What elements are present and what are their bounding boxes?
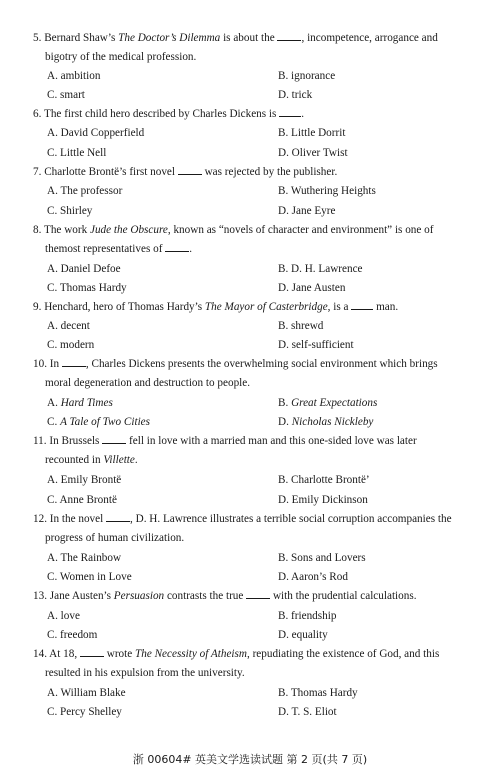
- answer-blank: [351, 298, 373, 310]
- answer-blank: [102, 432, 126, 444]
- question-stem-continued: resulted in his expulsion from the university.: [45, 667, 245, 679]
- question-stem-continued: moral degeneration and destruction to people.: [45, 377, 251, 389]
- options-row: [47, 279, 487, 298]
- option-a: A. William Blake: [47, 687, 126, 699]
- option-b: B. friendship: [278, 610, 337, 622]
- question-stem-continued: bigotry of the medical profession.: [45, 51, 197, 63]
- option-a: A. Hard Times: [47, 397, 113, 409]
- options-row: [47, 684, 487, 703]
- option-b: B. Thomas Hardy: [278, 687, 358, 699]
- option-a: A. The Rainbow: [47, 552, 122, 564]
- options-row: [47, 626, 487, 645]
- answer-blank: [279, 105, 301, 117]
- question-stem: 12. In the novel , D. H. Lawrence illustrates a terrible social corruption accompanies the: [33, 510, 485, 529]
- options-row: [47, 317, 487, 336]
- options-row: [47, 413, 487, 432]
- answer-blank: [62, 355, 86, 367]
- option-a: A. love: [47, 610, 80, 622]
- option-c: C. modern: [47, 339, 95, 351]
- answer-blank: [165, 240, 189, 252]
- option-a: A. Emily Brontë: [47, 474, 122, 486]
- option-d: D. self-sufficient: [278, 339, 354, 351]
- question-stem: 11. In Brussels fell in love with a married man and this one-sided love was later: [33, 432, 485, 451]
- option-d: D. Jane Austen: [278, 282, 346, 294]
- option-b: B. Great Expectations: [278, 397, 378, 409]
- options-row: [47, 568, 487, 587]
- option-c: C. Percy Shelley: [47, 706, 122, 718]
- question-14: [33, 645, 485, 683]
- question-10: [33, 355, 485, 393]
- question-stem-continued: progress of human civilization.: [45, 532, 185, 544]
- option-d: D. Emily Dickinson: [278, 494, 368, 506]
- option-a: A. Daniel Defoe: [47, 263, 121, 275]
- options-row: [47, 394, 487, 413]
- option-b: B. Wuthering Heights: [278, 185, 376, 197]
- options-row: [47, 607, 487, 626]
- option-d: D. Aaron’s Rod: [278, 571, 348, 583]
- question-9: [33, 298, 485, 317]
- question-stem: 13. Jane Austen’s Persuasion contrasts the true with the prudential calculations.: [33, 587, 485, 606]
- option-d: D. Oliver Twist: [278, 147, 348, 159]
- option-b: B. ignorance: [278, 70, 336, 82]
- option-c: C. smart: [47, 89, 85, 101]
- option-d: D. trick: [278, 89, 313, 101]
- question-stem: 7. Charlotte Brontë’s first novel was rejected by the publisher.: [33, 163, 485, 182]
- answer-blank: [80, 645, 104, 657]
- option-a: A. ambition: [47, 70, 101, 82]
- question-stem-continued: themost representatives of .: [33, 240, 485, 259]
- option-b: B. D. H. Lawrence: [278, 263, 363, 275]
- option-d: D. Nicholas Nickleby: [278, 416, 374, 428]
- page-footer: 浙 00604# 英美文学选读试题 第 2 页(共 7 页): [132, 753, 368, 766]
- option-d: D. T. S. Eliot: [278, 706, 337, 718]
- question-stem: 6. The first child hero described by Charles Dickens is .: [33, 105, 485, 124]
- question-8: [33, 221, 485, 259]
- question-6: [33, 105, 485, 124]
- option-a: A. The professor: [47, 185, 123, 197]
- options-row: [47, 260, 487, 279]
- question-stem: 9. Henchard, hero of Thomas Hardy’s The Mayor of Casterbridge, is a man.: [33, 298, 485, 317]
- option-a: A. David Copperfield: [47, 127, 145, 139]
- question-13: [33, 587, 485, 606]
- options-row: [47, 182, 487, 201]
- answer-blank: [277, 29, 301, 41]
- option-b: B. shrewd: [278, 320, 324, 332]
- option-c: C. Thomas Hardy: [47, 282, 127, 294]
- question-7: [33, 163, 485, 182]
- options-row: [47, 144, 487, 163]
- option-d: D. Jane Eyre: [278, 205, 336, 217]
- option-b: B. Little Dorrit: [278, 127, 346, 139]
- option-b: B. Charlotte Brontë’: [278, 474, 370, 486]
- question-stem: 10. In , Charles Dickens presents the overwhelming social environment which brings: [33, 355, 485, 374]
- options-row: [47, 336, 487, 355]
- question-stem: 5. Bernard Shaw’s The Doctor’s Dilemma is about the , incompetence, arrogance and: [33, 29, 485, 48]
- options-row: [47, 86, 487, 105]
- answer-blank: [246, 587, 270, 599]
- question-stem: 8. The work Jude the Obscure, known as “novels of character and environment” is one of: [33, 224, 434, 236]
- options-row: [47, 471, 487, 490]
- option-c: C. Shirley: [47, 205, 93, 217]
- question-stem: 14. At 18, wrote The Necessity of Atheism, repudiating the existence of God, and this: [33, 645, 485, 664]
- options-row: [47, 124, 487, 143]
- question-11: [33, 432, 485, 470]
- option-c: C. Anne Brontë: [47, 494, 117, 506]
- answer-blank: [178, 163, 202, 175]
- option-c: C. Little Nell: [47, 147, 107, 159]
- option-c: C. Women in Love: [47, 571, 132, 583]
- options-row: [47, 549, 487, 568]
- option-a: A. decent: [47, 320, 90, 332]
- question-stem-continued: recounted in Villette.: [45, 454, 138, 466]
- options-row: [47, 202, 487, 221]
- option-d: D. equality: [278, 629, 328, 641]
- answer-blank: [106, 510, 130, 522]
- question-5: [33, 29, 485, 67]
- option-c: C. A Tale of Two Cities: [47, 416, 150, 428]
- option-b: B. Sons and Lovers: [278, 552, 366, 564]
- options-row: [47, 67, 487, 86]
- question-12: [33, 510, 485, 548]
- options-row: [47, 703, 487, 722]
- option-c: C. freedom: [47, 629, 98, 641]
- options-row: [47, 491, 487, 510]
